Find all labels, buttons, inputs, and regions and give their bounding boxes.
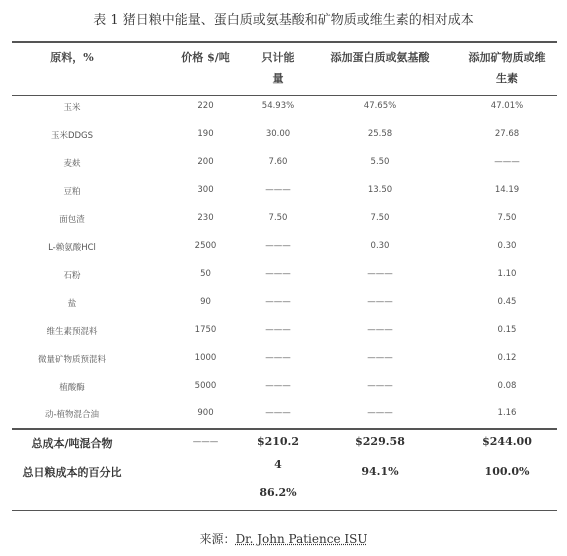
row-mineral: 0.12 <box>497 353 517 363</box>
row-protein: 0.30 <box>370 241 390 251</box>
row-protein: ——— <box>367 408 393 418</box>
row-mineral: 47.01% <box>490 101 524 111</box>
total-cost-energy: $210.2 <box>256 435 300 448</box>
row-material: 维生素预混料 <box>46 327 98 337</box>
row-material: 玉米 <box>63 103 81 113</box>
row-protein: ——— <box>367 381 393 391</box>
row-material: 玉米DDGS <box>50 131 94 141</box>
row-price: 220 <box>197 101 214 111</box>
row-energy: ——— <box>265 269 291 279</box>
row-protein: ——— <box>367 325 393 335</box>
row-mineral: 0.30 <box>497 241 517 251</box>
row-price: 200 <box>197 157 214 167</box>
header-rule <box>12 95 557 96</box>
row-price: 90 <box>200 297 211 307</box>
header-material: 原料，% <box>50 51 94 64</box>
total-cost-energy-cont: 4 <box>274 458 282 471</box>
row-price: 300 <box>197 185 214 195</box>
row-energy: 54.93% <box>261 101 295 111</box>
row-energy: ——— <box>265 353 291 363</box>
header-mineral: 添加矿物质或维 <box>468 51 546 64</box>
row-energy: ——— <box>265 297 291 307</box>
row-energy: 7.60 <box>268 157 288 167</box>
source-prefix: 来源： <box>199 532 236 546</box>
row-material: 植酸酶 <box>59 383 85 393</box>
row-protein: ——— <box>367 269 393 279</box>
total-cost-mineral: $244.00 <box>482 435 532 448</box>
totals-rule <box>12 428 557 430</box>
row-energy: 7.50 <box>268 213 288 223</box>
row-material: 动-植物混合油 <box>44 410 100 420</box>
total-cost-price: ——— <box>192 437 219 447</box>
header-energy: 只计能 <box>261 51 295 64</box>
header-protein: 添加蛋白质或氨基酸 <box>330 51 430 64</box>
total-cost-protein: $229.58 <box>355 435 405 448</box>
row-mineral: 27.68 <box>494 129 520 139</box>
row-energy: ——— <box>265 185 291 195</box>
row-protein: 25.58 <box>367 129 393 139</box>
row-material: 盐 <box>67 299 77 309</box>
row-mineral: 1.10 <box>497 269 517 279</box>
source-note <box>0 530 567 547</box>
row-protein: ——— <box>367 297 393 307</box>
row-price: 2500 <box>194 241 217 251</box>
top-rule <box>12 41 557 43</box>
row-mineral: 1.16 <box>497 408 517 418</box>
row-protein: 47.65% <box>363 101 397 111</box>
row-price: 1750 <box>194 325 217 335</box>
total-pct-mineral: 100.0% <box>484 465 530 478</box>
row-mineral: 0.45 <box>497 297 517 307</box>
row-energy: 30.00 <box>265 129 291 139</box>
row-price: 230 <box>197 213 214 223</box>
row-mineral: ——— <box>494 157 520 167</box>
header-energy-cont: 量 <box>272 72 284 85</box>
total-pct-protein: 94.1% <box>361 465 399 478</box>
header-price: 价格 $/吨 <box>181 51 230 64</box>
row-price: 50 <box>200 269 211 279</box>
row-energy: ——— <box>265 381 291 391</box>
row-mineral: 0.08 <box>497 381 517 391</box>
bottom-rule <box>12 510 557 511</box>
table-title: 表 1 猪日粮中能量、蛋白质或氨基酸和矿物质或维生素的相对成本 <box>93 13 474 28</box>
row-material: 石粉 <box>63 271 81 281</box>
source-name: Dr. John Patience ISU <box>235 532 368 546</box>
row-price: 900 <box>197 408 214 418</box>
row-mineral: 7.50 <box>497 213 517 223</box>
header-mineral-cont: 生素 <box>496 72 518 85</box>
row-material: 麦麸 <box>63 159 81 169</box>
row-protein: 7.50 <box>370 213 390 223</box>
row-price: 1000 <box>194 353 217 363</box>
row-price: 5000 <box>194 381 217 391</box>
row-material: L-赖氨酸HCl <box>48 243 96 253</box>
row-mineral: 14.19 <box>494 185 520 195</box>
row-protein: 5.50 <box>370 157 390 167</box>
row-protein: ——— <box>367 353 393 363</box>
row-price: 190 <box>197 129 214 139</box>
total-pct-energy: 86.2% <box>259 486 297 499</box>
row-energy: ——— <box>265 408 291 418</box>
total-pct-label: 总日粮成本的百分比 <box>22 466 122 479</box>
row-energy: ——— <box>265 241 291 251</box>
row-mineral: 0.15 <box>497 325 517 335</box>
row-material: 微量矿物质预混料 <box>37 355 106 365</box>
row-material: 豆粕 <box>63 187 81 197</box>
row-energy: ——— <box>265 325 291 335</box>
row-material: 面包渣 <box>59 215 85 225</box>
row-protein: 13.50 <box>367 185 393 195</box>
total-cost-label: 总成本/吨混合物 <box>31 437 113 450</box>
